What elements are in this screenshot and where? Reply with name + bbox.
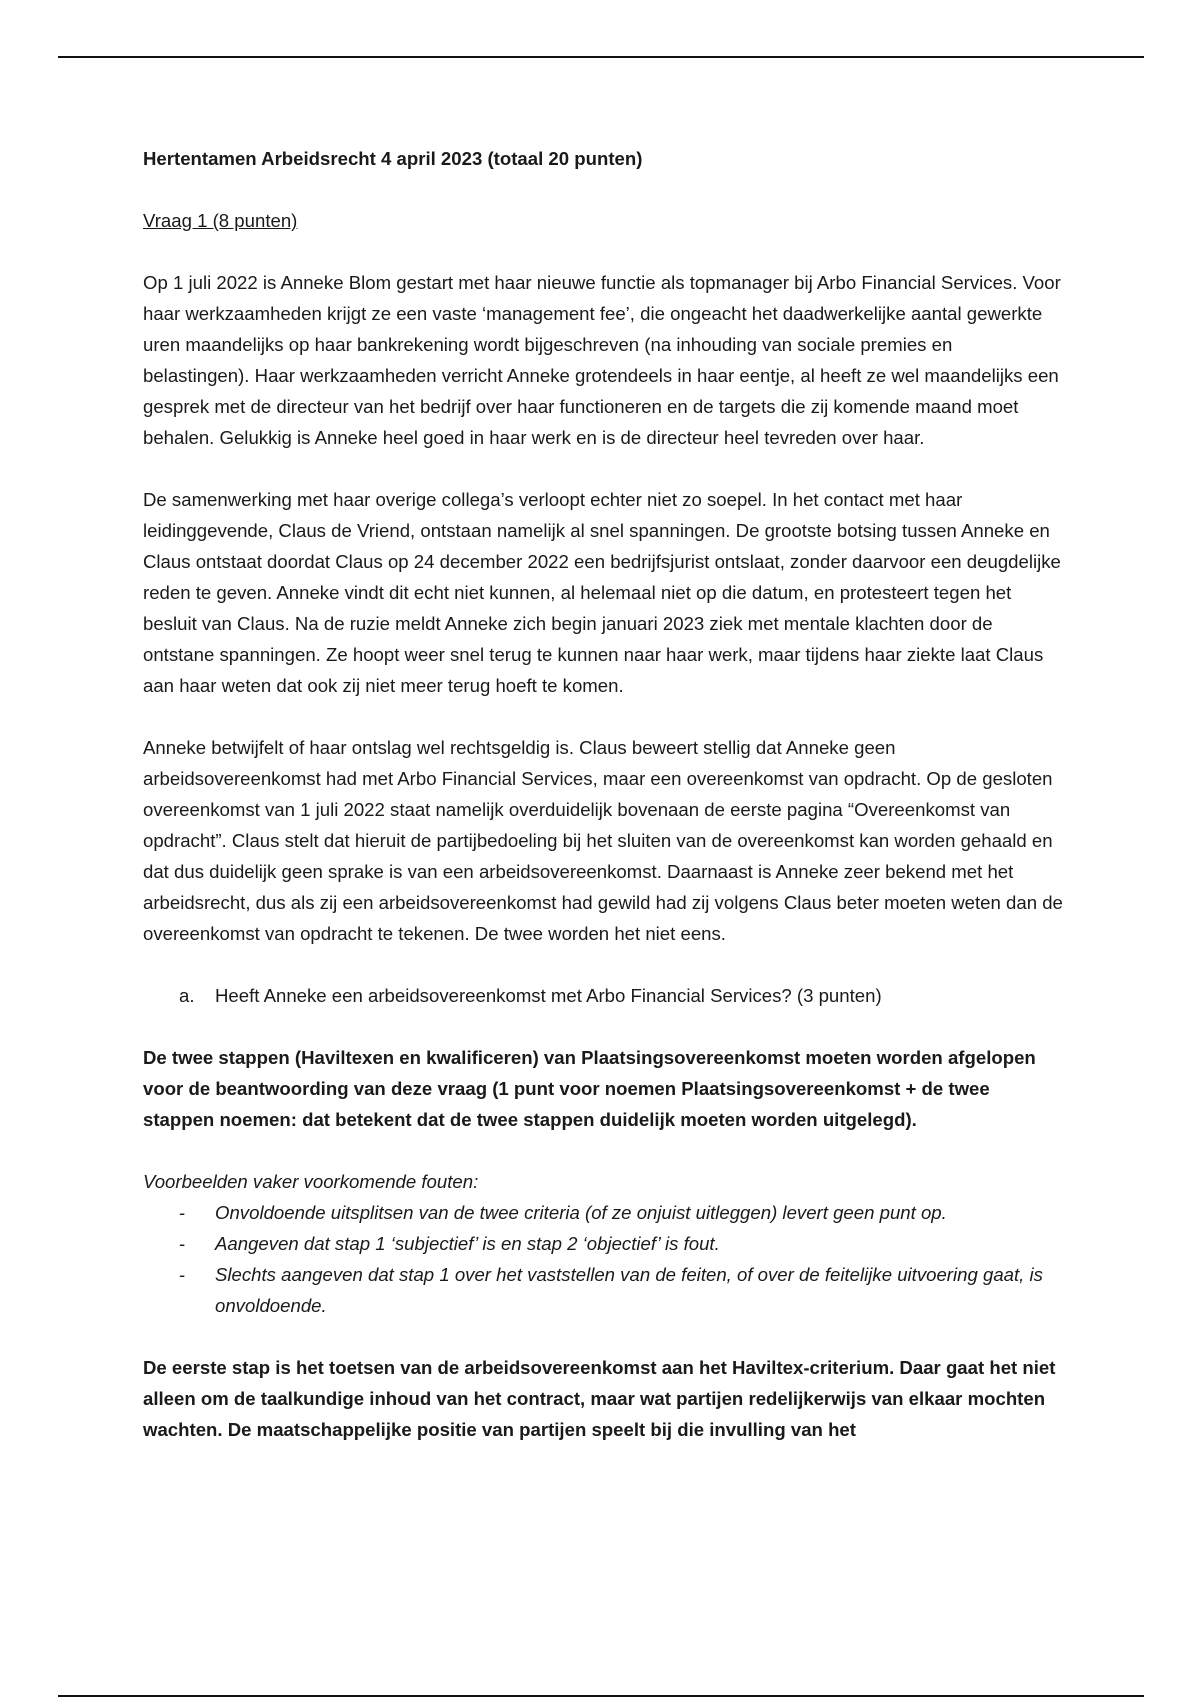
list-item [179,1259,1063,1321]
case-paragraph-1: Op 1 juli 2022 is Anneke Blom gestart met haar nieuwe functie als topmanager bij Arbo Financial Services. Voor haar werkzaamheden krijgt ze een vaste ‘management fee’, die ongeacht het daadwerkelijke aantal gewerkte uren maandelijks op haar bankrekening wordt bijgeschreven (na inhouding van sociale premies en belastingen). Haar werkzaamheden verricht Anneke grotendeels in haar eentje, al heeft ze wel maandelijks een gesprek met de directeur van het bedrijf over haar functioneren en de targets die zij komende maand moet behalen. Gelukkig is Anneke heel goed in haar werk en is de directeur heel tevreden over haar. [143,272,1061,448]
dash-bullet: - [179,1202,186,1223]
question-heading: Vraag 1 (8 punten) [143,210,298,231]
list-item [179,1228,1063,1259]
subquestion-text: Heeft Anneke een arbeidsovereenkomst met Arbo Financial Services? (3 punten) [215,985,882,1006]
answer-intro: De twee stappen (Haviltexen en kwalificeren) van Plaatsingsovereenkomst moeten worden afgelopen voor de beantwoording van deze vraag (1 punt voor noemen Plaatsingsovereenkomst + de twee stappen noemen: dat betekent dat de twee stappen duidelijk moeten worden uitgelegd). [143,1047,1036,1130]
footer-rule [58,1695,1144,1697]
error-text: Slechts aangeven dat stap 1 over het vaststellen van de feiten, of over de feitelijke uitvoering gaat, is onvoldoende. [215,1264,1043,1316]
subquestion-label: a. [179,985,195,1006]
header-rule [58,56,1144,58]
error-text: Onvoldoende uitsplitsen van de twee criteria (of ze onjuist uitleggen) levert geen punt op. [215,1202,947,1223]
case-paragraph-3: Anneke betwijfelt of haar ontslag wel rechtsgeldig is. Claus beweert stellig dat Anneke geen arbeidsovereenkomst had met Arbo Financial Services, maar een overeenkomst van opdracht. Op de gesloten overeenkomst van 1 juli 2022 staat namelijk overduidelijk bovenaan de eerste pagina “Overeenkomst van opdracht”. Claus stelt dat hieruit de partijbedoeling bij het sluiten van de overeenkomst kan worden gehaald en dat dus duidelijk geen sprake is van een arbeidsovereenkomst. Daarnaast is Anneke zeer bekend met het arbeidsrecht, dus als zij een arbeidsovereenkomst had gewild had zij volgens Claus beter moeten weten dan de overeenkomst van opdracht te tekenen. De twee worden het niet eens. [143,737,1063,944]
exam-title: Hertentamen Arbeidsrecht 4 april 2023 (totaal 20 punten) [143,148,643,169]
list-item [179,1197,1063,1228]
error-text: Aangeven dat stap 1 ‘subjectief’ is en stap 2 ‘objectief’ is fout. [215,1233,720,1254]
dash-bullet: - [179,1264,186,1285]
errors-list [143,1197,1063,1321]
document-body [143,143,1063,1445]
subquestion-a [179,980,1063,1011]
case-paragraph-2: De samenwerking met haar overige collega’s verloopt echter niet zo soepel. In het contact met haar leidinggevende, Claus de Vriend, ontstaan namelijk al snel spanningen. De grootste botsing tussen Anneke en Claus ontstaat doordat Claus op 24 december 2022 een bedrijfsjurist ontslaat, zonder daarvoor een deugdelijke reden te geven. Anneke vindt dit echt niet kunnen, al helemaal niet op die datum, en protesteert tegen het besluit van Claus. Na de ruzie meldt Anneke zich begin januari 2023 ziek met mentale klachten door de ontstane spanningen. Ze hoopt weer snel terug te kunnen naar haar werk, maar tijdens haar ziekte laat Claus aan haar weten dat ook zij niet meer terug hoeft te komen. [143,489,1061,696]
errors-heading: Voorbeelden vaker voorkomende fouten: [143,1171,479,1192]
answer-step-1: De eerste stap is het toetsen van de arbeidsovereenkomst aan het Haviltex-criterium. Daar gaat het niet alleen om de taalkundige inhoud van het contract, maar wat partijen redelijkerwijs van elkaar mochten wachten. De maatschappelijke positie van partijen speelt bij die invulling van het [143,1357,1056,1440]
dash-bullet: - [179,1233,186,1254]
